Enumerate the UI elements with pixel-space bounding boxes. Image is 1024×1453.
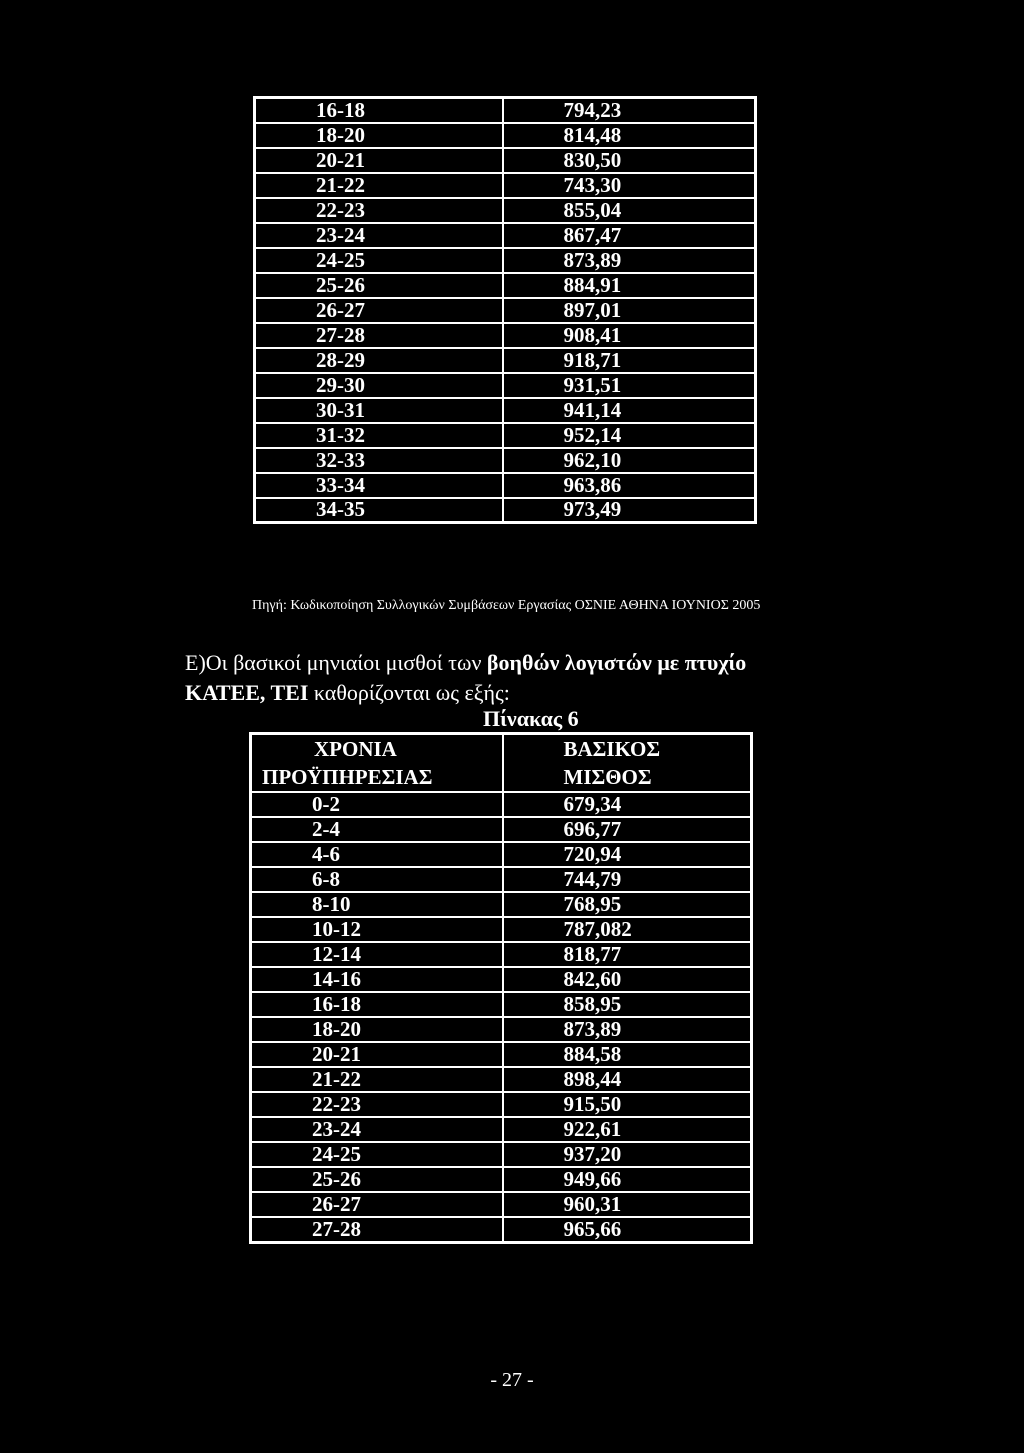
- salary-cell: 787,082: [503, 917, 752, 942]
- years-cell: 26-27: [251, 1192, 503, 1217]
- source-note: Πηγή: Κωδικοποίηση Συλλογικών Συμβάσεων Εργασίας ΟΣΝΙΕ ΑΘΗΝΑ ΙΟΥΝΙΟΣ 2005: [252, 598, 761, 613]
- years-cell: 6-8: [251, 867, 503, 892]
- table-row: [251, 942, 752, 967]
- years-cell: 2-4: [251, 817, 503, 842]
- intro-line-2: [185, 678, 905, 708]
- salary-cell: 842,60: [503, 967, 752, 992]
- salary-cell: 818,77: [503, 942, 752, 967]
- intro-paragraph: [185, 648, 905, 708]
- salary-cell: 937,20: [503, 1142, 752, 1167]
- table-row: [251, 1042, 752, 1067]
- years-cell: 18-20: [255, 123, 503, 148]
- intro-text-part-2: βοηθών λογιστών με πτυχίο: [486, 650, 747, 675]
- table-row: [251, 1217, 752, 1242]
- salary-cell: 867,47: [503, 223, 756, 248]
- years-cell: 23-24: [255, 223, 503, 248]
- salary-cell: 814,48: [503, 123, 756, 148]
- table-row: [251, 1067, 752, 1092]
- years-cell: 12-14: [251, 942, 503, 967]
- years-cell: 8-10: [251, 892, 503, 917]
- salary-cell: 941,14: [503, 398, 756, 423]
- salary-cell: 973,49: [503, 498, 756, 523]
- salary-cell: 768,95: [503, 892, 752, 917]
- table-row: [251, 1117, 752, 1142]
- table-row: [251, 817, 752, 842]
- salary-cell: 855,04: [503, 198, 756, 223]
- table-row: [255, 323, 756, 348]
- table-row: [255, 148, 756, 173]
- salary-table-continued: [253, 96, 757, 524]
- years-cell: 18-20: [251, 1017, 503, 1042]
- intro-line-1: [185, 648, 905, 678]
- years-cell: 0-2: [251, 792, 503, 817]
- table-row: [251, 867, 752, 892]
- header-years-line-1: ΧΡΟΝΙΑ: [314, 737, 397, 761]
- years-cell: 20-21: [251, 1042, 503, 1067]
- table-row: [255, 473, 756, 498]
- salary-cell: 915,50: [503, 1092, 752, 1117]
- table-row: [255, 348, 756, 373]
- years-cell: 33-34: [255, 473, 503, 498]
- table-row: [251, 1167, 752, 1192]
- table-row: [255, 98, 756, 123]
- years-cell: 16-18: [255, 98, 503, 123]
- years-cell: 29-30: [255, 373, 503, 398]
- table-row: [255, 123, 756, 148]
- table-row: [255, 373, 756, 398]
- salary-cell: 898,44: [503, 1067, 752, 1092]
- header-years-of-service: [251, 734, 503, 793]
- years-cell: 4-6: [251, 842, 503, 867]
- table-row: [255, 298, 756, 323]
- table-row: [255, 223, 756, 248]
- table-row: [251, 1017, 752, 1042]
- years-cell: 24-25: [255, 248, 503, 273]
- table-row: [251, 1092, 752, 1117]
- intro-text-part-3: ΚΑΤΕΕ, ΤΕΙ: [185, 680, 309, 705]
- salary-table-continued-body: [255, 98, 756, 523]
- table-row: [251, 842, 752, 867]
- years-cell: 26-27: [255, 298, 503, 323]
- header-years-line-2: ΠΡΟΫΠΗΡΕΣΙΑΣ: [262, 765, 433, 789]
- salary-cell: 922,61: [503, 1117, 752, 1142]
- salary-cell: 873,89: [503, 248, 756, 273]
- table-row: [255, 198, 756, 223]
- years-cell: 31-32: [255, 423, 503, 448]
- years-cell: 30-31: [255, 398, 503, 423]
- years-cell: 25-26: [251, 1167, 503, 1192]
- table-row: [255, 273, 756, 298]
- salary-cell: 952,14: [503, 423, 756, 448]
- table-row: [255, 423, 756, 448]
- salary-cell: 965,66: [503, 1217, 752, 1242]
- salary-cell: 963,86: [503, 473, 756, 498]
- years-cell: 32-33: [255, 448, 503, 473]
- header-basic-salary: [503, 734, 752, 793]
- table-caption: Πίνακας 6: [483, 706, 579, 731]
- table-row: [251, 792, 752, 817]
- table-row: [255, 248, 756, 273]
- table-row: [255, 498, 756, 523]
- salary-cell: 794,23: [503, 98, 756, 123]
- intro-text-part-1: Ε)Οι βασικοί μηνιαίοι μισθοί των: [185, 650, 487, 675]
- table-row: [251, 892, 752, 917]
- salary-cell: 873,89: [503, 1017, 752, 1042]
- table-header-row: [251, 734, 752, 793]
- table-row: [255, 398, 756, 423]
- salary-cell: 960,31: [503, 1192, 752, 1217]
- years-cell: 22-23: [251, 1092, 503, 1117]
- intro-text-part-4: καθορίζονται ως εξής:: [308, 680, 510, 705]
- years-cell: 25-26: [255, 273, 503, 298]
- salary-cell: 897,01: [503, 298, 756, 323]
- salary-cell: 679,34: [503, 792, 752, 817]
- salary-cell: 908,41: [503, 323, 756, 348]
- table-row: [251, 1192, 752, 1217]
- years-cell: 20-21: [255, 148, 503, 173]
- salary-cell: 884,91: [503, 273, 756, 298]
- salary-cell: 830,50: [503, 148, 756, 173]
- salary-cell: 743,30: [503, 173, 756, 198]
- years-cell: 14-16: [251, 967, 503, 992]
- years-cell: 16-18: [251, 992, 503, 1017]
- salary-cell: 884,58: [503, 1042, 752, 1067]
- table-row: [251, 917, 752, 942]
- header-salary-line-2: ΜΙΣΘΟΣ: [563, 765, 652, 789]
- years-cell: 21-22: [255, 173, 503, 198]
- salary-cell: 720,94: [503, 842, 752, 867]
- salary-cell: 949,66: [503, 1167, 752, 1192]
- header-salary-line-1: ΒΑΣΙΚΟΣ: [563, 737, 661, 761]
- table-row: [251, 967, 752, 992]
- years-cell: 27-28: [251, 1217, 503, 1242]
- years-cell: 24-25: [251, 1142, 503, 1167]
- table-row: [255, 173, 756, 198]
- years-cell: 27-28: [255, 323, 503, 348]
- salary-cell: 962,10: [503, 448, 756, 473]
- years-cell: 21-22: [251, 1067, 503, 1092]
- years-cell: 28-29: [255, 348, 503, 373]
- years-cell: 10-12: [251, 917, 503, 942]
- table-row: [251, 1142, 752, 1167]
- table-row: [251, 992, 752, 1017]
- years-cell: 34-35: [255, 498, 503, 523]
- salary-cell: 858,95: [503, 992, 752, 1017]
- page-number: - 27 -: [490, 1369, 534, 1391]
- salary-cell: 696,77: [503, 817, 752, 842]
- years-cell: 23-24: [251, 1117, 503, 1142]
- salary-cell: 918,71: [503, 348, 756, 373]
- years-cell: 22-23: [255, 198, 503, 223]
- salary-table-6: [249, 732, 753, 1244]
- salary-table-6-body: [251, 734, 752, 1243]
- salary-cell: 744,79: [503, 867, 752, 892]
- salary-cell: 931,51: [503, 373, 756, 398]
- table-row: [255, 448, 756, 473]
